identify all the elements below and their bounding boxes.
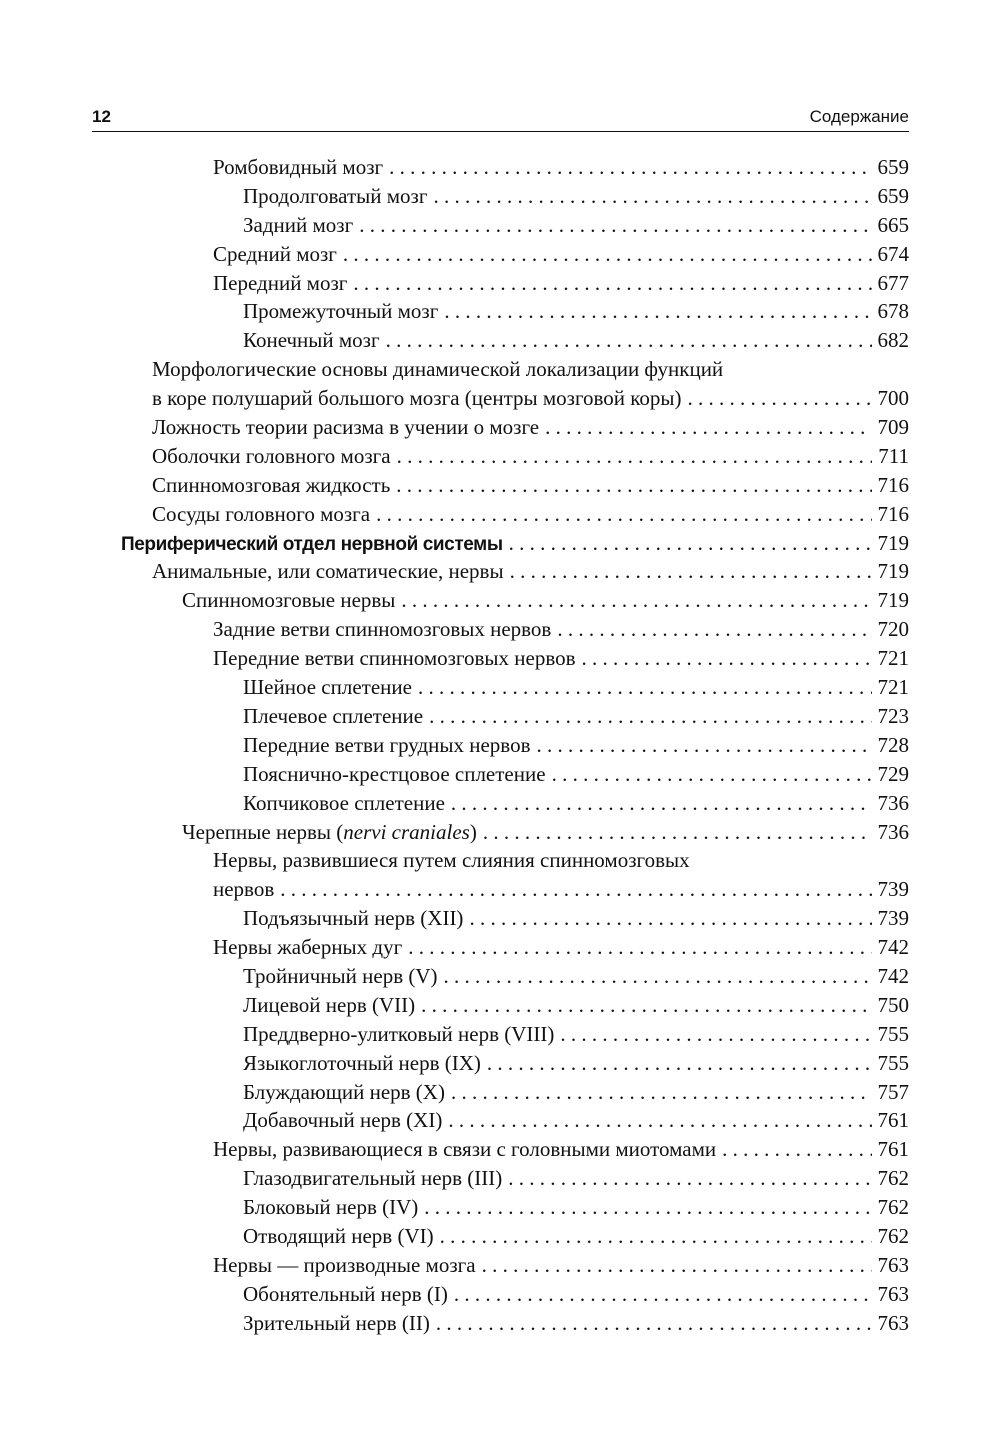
toc-entry[interactable]: [0, 500, 909, 529]
toc-entry-title-text: Глазодвигательный нерв (III): [243, 1166, 503, 1191]
toc-entry-title: [243, 789, 445, 818]
dot-leader: [537, 731, 872, 760]
toc-entry-title-text: Передние ветви спинномозговых нервов: [213, 646, 576, 671]
toc-entry-title-text: Передний мозг: [213, 270, 348, 295]
toc-entry-title-text: Отводящий нерв (VI): [243, 1223, 434, 1248]
toc-page-number: 762: [877, 1195, 909, 1220]
dot-leader: [451, 789, 872, 818]
toc-entry-title-text: Задний мозг: [243, 212, 354, 237]
toc-entry-title: [243, 760, 546, 789]
toc-entry-title-text: Оболочки головного мозга: [152, 443, 391, 468]
running-header: [92, 103, 909, 132]
toc-entry-title-text: Зрительный нерв (II): [243, 1310, 430, 1335]
toc-entry-title: [243, 1049, 481, 1078]
toc-entry-title-text: Блоковый нерв (IV): [243, 1195, 419, 1220]
toc-entry-title-text: Шейное сплетение: [243, 675, 412, 700]
dot-leader: [343, 240, 872, 269]
toc-entry-title-text: Спинномозговые нервы: [182, 588, 396, 613]
toc-entry[interactable]: [0, 1135, 909, 1164]
toc-page-number: 739: [877, 877, 909, 902]
toc-entry-title-text: Ложность теории расизма в учении о мозге: [152, 415, 540, 440]
toc-entry-title: [213, 615, 551, 644]
toc-entry[interactable]: [0, 846, 909, 904]
toc-entry-title: [213, 153, 383, 182]
toc-entry[interactable]: [0, 1164, 909, 1193]
toc-entry-title: [243, 991, 415, 1020]
toc-entry-title-text: Копчиковое сплетение: [243, 790, 445, 815]
toc-page-number: 750: [877, 992, 909, 1017]
toc-entry[interactable]: [0, 269, 909, 298]
toc-entry[interactable]: [0, 211, 909, 240]
dot-leader: [451, 1078, 872, 1107]
toc-page-number: 721: [877, 646, 909, 671]
running-title: Содержание: [809, 107, 909, 126]
toc-entry-title-text: Нервы, развивающиеся в связи с головными миотомами: [213, 1137, 717, 1162]
dot-leader: [509, 529, 872, 558]
toc-entry-title: [243, 326, 380, 355]
toc-entry[interactable]: [0, 1309, 909, 1338]
toc-entry-title-text: Сосуды головного мозга: [152, 501, 371, 526]
toc-entry-title: [213, 933, 402, 962]
toc-entry-title: [213, 240, 337, 269]
dot-leader: [444, 962, 872, 991]
dot-leader: [389, 153, 871, 182]
toc-entry[interactable]: [0, 962, 909, 991]
toc-entry[interactable]: [0, 673, 909, 702]
toc-page-number: 757: [877, 1079, 909, 1104]
page-number: 12: [92, 107, 111, 126]
toc-entry-title-text: Лицевой нерв (VII): [243, 992, 416, 1017]
toc-entry-title-text: Спинномозговая жидкость: [152, 472, 391, 497]
toc-page-number: 761: [877, 1137, 909, 1162]
toc-entry-title: [213, 269, 347, 298]
toc-page-number: 682: [877, 328, 909, 353]
dot-leader: [552, 760, 872, 789]
toc-entry-title: [182, 818, 477, 847]
toc-entry[interactable]: [0, 991, 909, 1020]
toc-entry-title: [243, 1078, 445, 1107]
toc-page-number: 677: [877, 270, 909, 295]
toc-page-number: 678: [877, 299, 909, 324]
toc-entry[interactable]: [0, 586, 909, 615]
toc-entry[interactable]: [0, 529, 909, 558]
toc-entry-title-text: Плечевое сплетение: [243, 703, 424, 728]
toc-page-number: 659: [877, 183, 909, 208]
toc-entry-title: [182, 586, 395, 615]
toc-entry[interactable]: [0, 644, 909, 673]
dot-leader: [560, 1020, 871, 1049]
dot-leader: [510, 557, 872, 586]
dot-leader: [557, 615, 871, 644]
toc-entry[interactable]: [0, 1106, 909, 1135]
toc-page-number: 755: [877, 1021, 909, 1046]
dot-leader: [545, 413, 871, 442]
toc-entry-title-text: Ромбовидный мозг: [213, 155, 384, 179]
toc-page-number: 736: [877, 819, 909, 844]
toc-entry[interactable]: [0, 240, 909, 269]
toc-entry-title: [243, 297, 438, 326]
dot-leader: [487, 1049, 872, 1078]
toc-entry-title: [152, 413, 539, 442]
toc-entry-title: [213, 1251, 476, 1280]
toc-entry[interactable]: [0, 818, 909, 847]
toc-entry-title: [243, 731, 531, 760]
toc-page-number: 728: [877, 732, 909, 757]
dot-leader: [483, 818, 872, 847]
dot-leader: [429, 702, 871, 731]
toc-entry-continuation-line: [213, 875, 909, 904]
dot-leader: [421, 991, 871, 1020]
toc-page-number: 729: [877, 761, 909, 786]
toc-entry[interactable]: [0, 471, 909, 500]
toc-page-number: 716: [877, 472, 909, 497]
toc-entry[interactable]: [0, 153, 909, 182]
toc-entry-title-text: Передние ветви грудных нервов: [243, 732, 531, 757]
toc-entry-title: [243, 1280, 448, 1309]
toc-entry[interactable]: [0, 442, 909, 471]
toc-entry-title: [243, 211, 353, 240]
toc-entry-title: [152, 500, 370, 529]
toc-entry-title: [243, 1106, 442, 1135]
dot-leader: [280, 875, 871, 904]
dot-leader: [454, 1280, 872, 1309]
dot-leader: [722, 1135, 871, 1164]
toc-entry-continuation-line: [152, 384, 909, 413]
toc-entry[interactable]: [0, 1251, 909, 1280]
toc-entry-title: [243, 1164, 502, 1193]
toc-entry-title-text: Пояснично-крестцовое сплетение: [243, 761, 546, 786]
toc-entry[interactable]: [0, 1280, 909, 1309]
toc-page-number: 674: [877, 241, 909, 266]
toc-entry-title: [243, 1020, 554, 1049]
toc-entry-title-suffix: ): [469, 819, 477, 844]
toc-entry[interactable]: [0, 297, 909, 326]
toc-entry-title: [243, 904, 463, 933]
toc-entry-title: [243, 702, 423, 731]
dot-leader: [397, 442, 873, 471]
toc-entry-title: Нервы, развившиеся путем слияния спинномозговых: [213, 848, 690, 873]
dot-leader: [508, 1164, 871, 1193]
toc-page-number: 719: [877, 559, 909, 584]
toc-entry-title-text: Тройничный нерв (V): [243, 963, 438, 988]
toc-entry-title-text: Средний мозг: [213, 241, 337, 266]
toc-entry[interactable]: [0, 615, 909, 644]
dot-leader: [688, 384, 872, 413]
toc-page-number: 742: [877, 935, 909, 960]
toc-page-number: 742: [877, 963, 909, 988]
toc-entry-title: [243, 1193, 418, 1222]
dot-leader: [582, 644, 872, 673]
toc-entry-title: [243, 1222, 434, 1251]
dot-leader: [444, 297, 871, 326]
toc-entry-title-text: Задние ветви спинномозговых нервов: [213, 617, 552, 642]
toc-entry-title-text: Подъязычный нерв (XII): [243, 906, 464, 931]
toc-entry-title: [121, 531, 503, 560]
toc-page-number: 723: [877, 703, 909, 728]
dot-leader: [440, 1222, 872, 1251]
toc-entry-title-text: Черепные нервы (: [182, 819, 344, 844]
dot-leader: [353, 269, 871, 298]
toc-page-number: 763: [877, 1252, 909, 1277]
toc-entry-title-text: Периферический отдел нервной системы: [121, 533, 503, 555]
toc-page-number: 711: [878, 443, 909, 468]
dot-leader: [433, 182, 871, 211]
toc-entry-title: Морфологические основы динамической локализации функций: [152, 357, 724, 382]
dot-leader: [408, 933, 871, 962]
toc-entry-title: [152, 471, 390, 500]
toc-page-number: 716: [877, 501, 909, 526]
toc-entry[interactable]: [0, 182, 909, 211]
dot-leader: [386, 326, 872, 355]
dot-leader: [401, 586, 871, 615]
toc-entry[interactable]: [0, 731, 909, 760]
toc-entry-title-continued: нервов: [213, 877, 275, 902]
toc-entry-title: [152, 442, 391, 471]
toc-page-number: 720: [877, 617, 909, 642]
toc-entry-title: [213, 644, 576, 673]
dot-leader: [359, 211, 871, 240]
toc-entry[interactable]: [0, 789, 909, 818]
toc-entry-title-text: Конечный мозг: [243, 328, 380, 353]
toc-entry-title-text: Анимальные, или соматические, нервы: [152, 559, 504, 584]
toc-entry[interactable]: [0, 904, 909, 933]
dot-leader: [424, 1193, 871, 1222]
toc-page-number: 763: [877, 1310, 909, 1335]
toc-entry[interactable]: [0, 413, 909, 442]
toc-page-number: 659: [877, 155, 909, 179]
toc-page-number: 763: [877, 1281, 909, 1306]
toc-entry[interactable]: [0, 557, 909, 586]
toc-entry-title-text: Продолговатый мозг: [243, 183, 428, 208]
toc-page-number: 736: [877, 790, 909, 815]
toc-page-number: 762: [877, 1166, 909, 1191]
toc-entry[interactable]: [0, 1020, 909, 1049]
toc-entry-title: [152, 557, 504, 586]
dot-leader: [396, 471, 871, 500]
toc-entry-title: [243, 962, 438, 991]
toc-entry[interactable]: [0, 355, 909, 413]
dot-leader: [436, 1309, 872, 1338]
toc-page-number: 719: [877, 588, 909, 613]
toc-entry-latin-term: nervi craniales: [343, 819, 470, 844]
dot-leader: [482, 1251, 872, 1280]
toc-entry-title: [243, 673, 412, 702]
toc-entry-title: [243, 182, 427, 211]
toc-entry-title-text: Нервы — производные мозга: [213, 1252, 476, 1277]
toc-entry[interactable]: [0, 760, 909, 789]
toc-entry[interactable]: [0, 1049, 909, 1078]
toc-entry-title-text: Нервы жаберных дуг: [213, 935, 403, 960]
toc-entry-title-text: Добавочный нерв (XI): [243, 1108, 443, 1133]
dot-leader: [448, 1106, 871, 1135]
toc-entry[interactable]: [0, 933, 909, 962]
toc-entry-title-continued: в коре полушарий большого мозга (центры мозговой коры): [152, 386, 682, 411]
toc-page-number: 755: [877, 1050, 909, 1075]
dot-leader: [469, 904, 871, 933]
toc-page-number: 665: [877, 212, 909, 237]
toc-entry[interactable]: [0, 1193, 909, 1222]
toc-entry[interactable]: [0, 1078, 909, 1107]
table-of-contents: [0, 153, 1000, 1338]
toc-entry[interactable]: [0, 326, 909, 355]
toc-page-number: 761: [877, 1108, 909, 1133]
toc-page-number: 721: [877, 675, 909, 700]
toc-page-number: 762: [877, 1223, 909, 1248]
dot-leader: [376, 500, 871, 529]
toc-entry[interactable]: [0, 1222, 909, 1251]
toc-entry[interactable]: [0, 702, 909, 731]
toc-entry-title-text: Языкоглоточный нерв (IX): [243, 1050, 481, 1075]
toc-entry-title-text: Обонятельный нерв (I): [243, 1281, 448, 1306]
toc-page-number: 719: [877, 530, 909, 555]
toc-entry-title: [213, 1135, 716, 1164]
toc-page-number: 709: [877, 415, 909, 440]
toc-entry-title-text: Промежуточный мозг: [243, 299, 439, 324]
toc-entry-title-text: Преддверно-улитковый нерв (VIII): [243, 1021, 555, 1046]
dot-leader: [418, 673, 872, 702]
toc-entry-title-text: Блуждающий нерв (X): [243, 1079, 445, 1104]
toc-entry-title: [243, 1309, 430, 1338]
toc-page-number: 739: [877, 906, 909, 931]
toc-page-number: 700: [877, 386, 909, 411]
